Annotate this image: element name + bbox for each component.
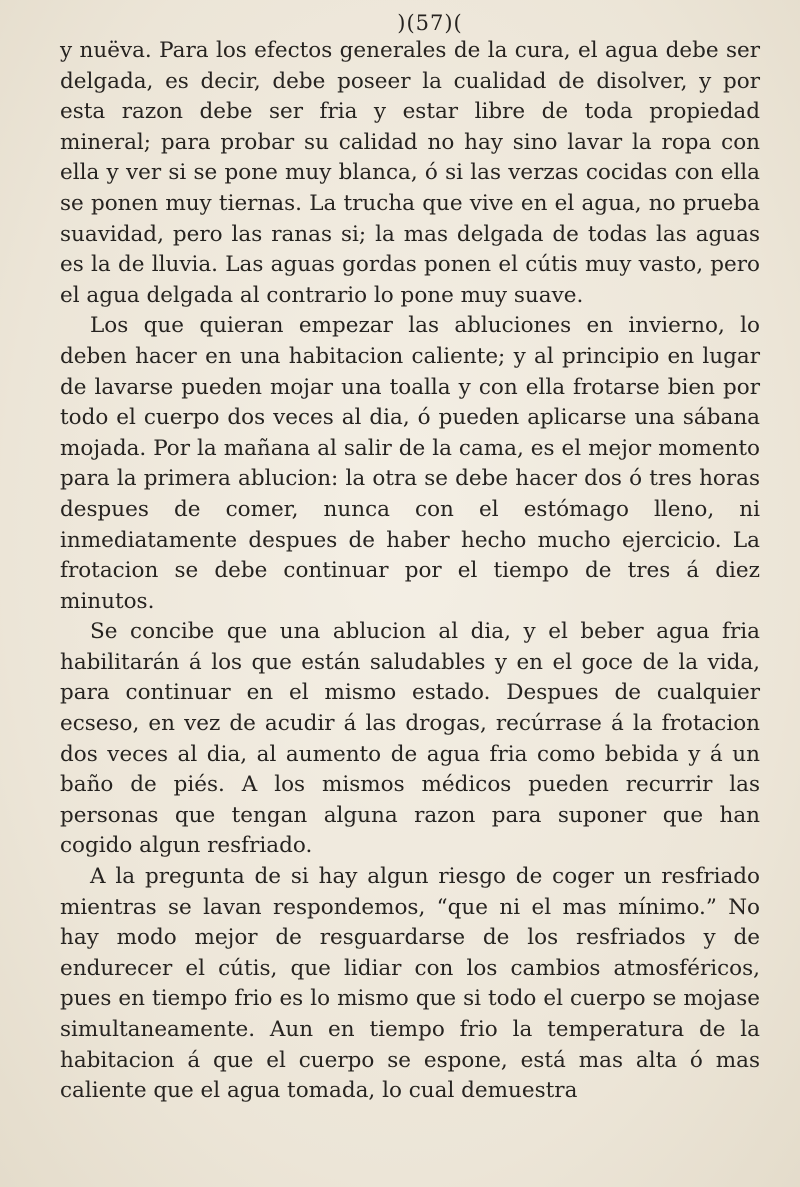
page-number: )(57)( [397,11,463,35]
paragraph-4: A la pregunta de si hay algun riesgo de coger un resfriado mientras se lavan respondemos, “que ni el mas mínimo.” No hay modo mejor de resguardarse de los resfriados y de endurecer el cútis, que lidiar con los cambios atmosféricos, pues en tiempo frio es lo mismo que si todo el cuerpo se mojase simultaneamente. Aun en tiempo frio la temperatura de la habitacion á que el cuerpo se espone, está mas alta ó mas caliente que el agua tomada, lo cual demuestra [60,864,760,1104]
paragraph-2: Los que quieran empezar las abluciones en invierno, lo deben hacer en una habitacion caliente; y al principio en lugar de lavarse pueden mojar una toalla y con ella frotarse bien por todo el cuerpo dos veces al dia, ó pueden aplicarse una sábana mojada. Por la mañana al salir de la cama, es el mejor momento para la primera ablucion: la otra se debe hacer dos ó tres horas despues de comer, nunca con el estómago lleno, ni inmediatamente despues de haber hecho mucho ejercicio. La frotacion se debe continuar por el tiempo de tres á diez minutos. [60,313,760,614]
paragraph-1: y nuëva. Para los efectos generales de la cura, el agua debe ser delgada, es decir, debe poseer la cualidad de disolver, y por esta razon debe ser fria y estar libre de toda propiedad mineral; para probar su calidad no hay sino lavar la ropa con ella y ver si se pone muy blanca, ó si las verzas cocidas con ella se ponen muy tiernas. La trucha que vive en el agua, no prueba suavidad, pero las ranas si; la mas delgada de todas las aguas es la de lluvia. Las aguas gordas ponen el cútis muy vasto, pero el agua delgada al contrario lo pone muy suave. [60,38,760,308]
body-text [60,36,760,1107]
paragraph-3: Se concibe que una ablucion al dia, y el beber agua fria habilitarán á los que están saludables y en el goce de la vida, para continuar en el mismo estado. Despues de cualquier ecseso, en vez de acudir á las drogas, recúrrase á la frotacion dos veces al dia, al aumento de agua fria como bebida y á un baño de piés. A los mismos médicos pueden recurrir las personas que tengan alguna razon para suponer que han cogido algun resfriado. [60,619,760,859]
